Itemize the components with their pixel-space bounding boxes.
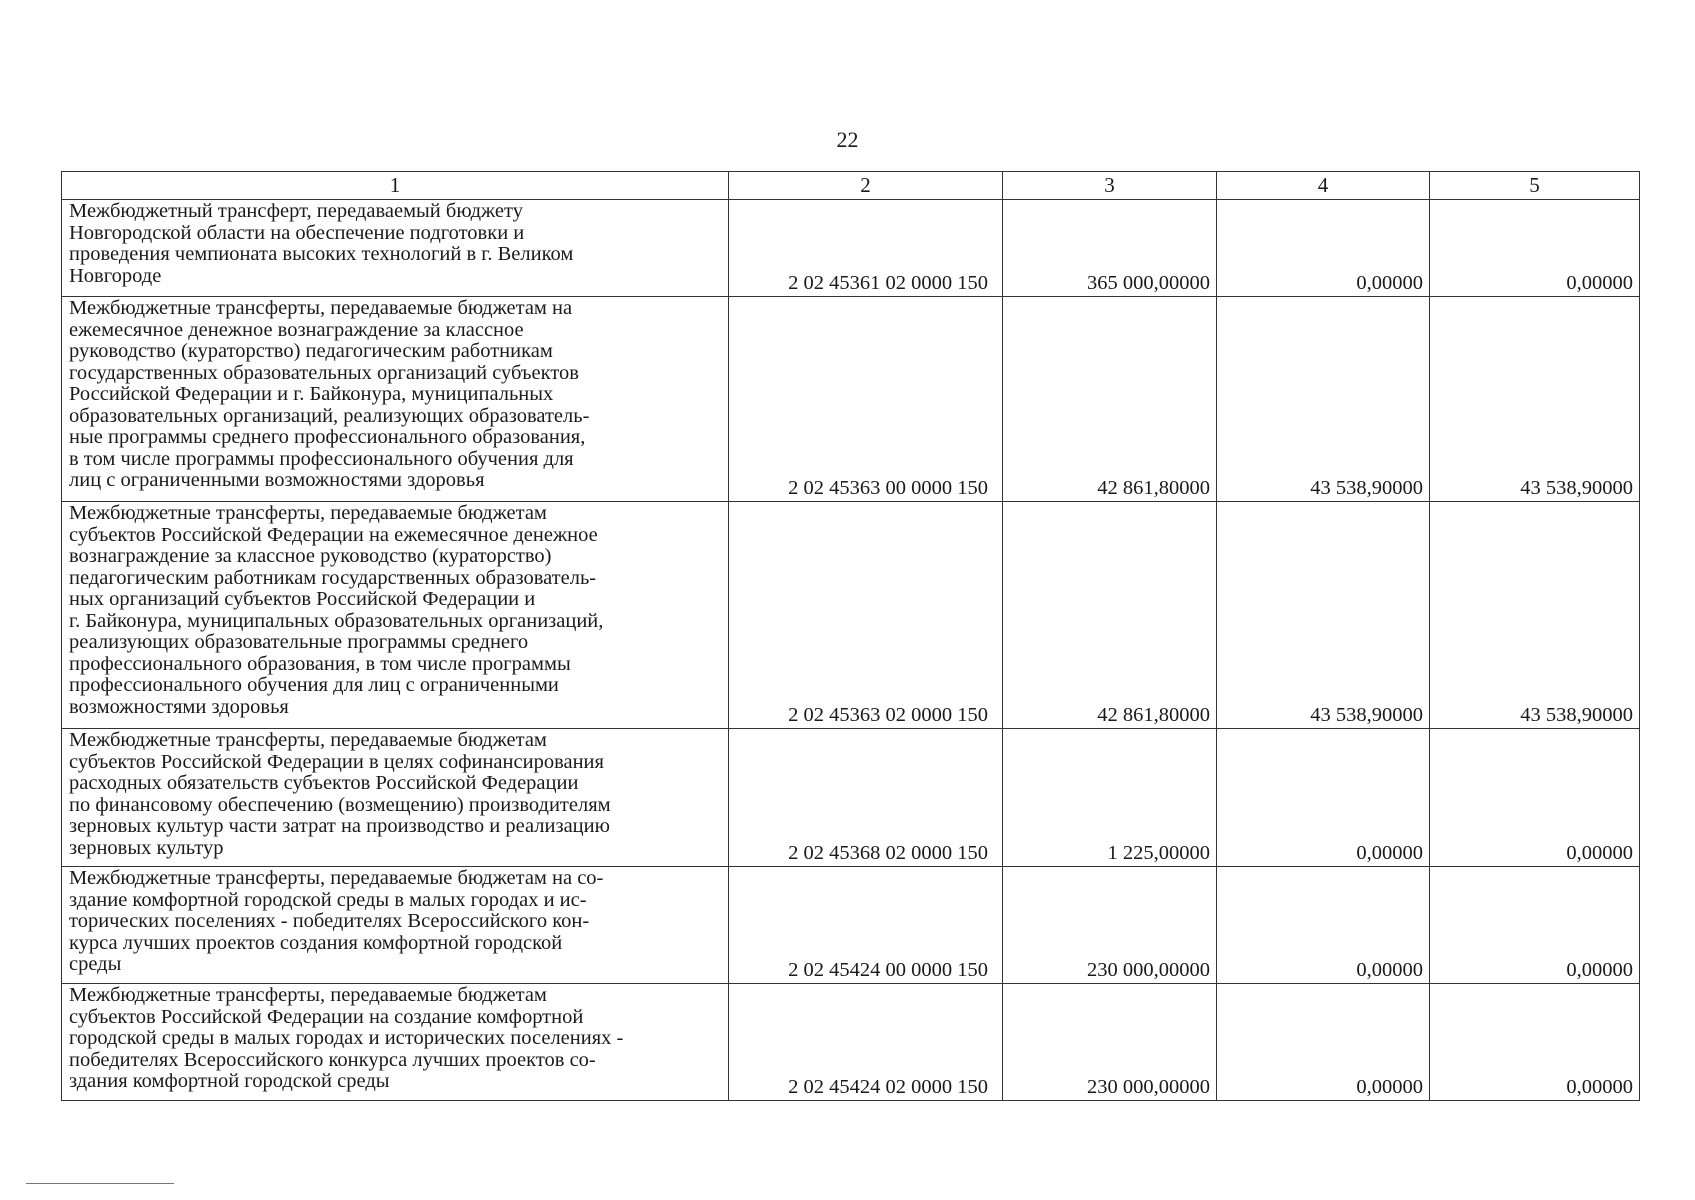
- row-description: Межбюджетный трансферт, передаваемый бюджету Новгородской области на обеспечение подготовки и проведения чемпионата высоких технологий в г. Великом Новгороде: [62, 200, 729, 297]
- table-row: [62, 297, 1640, 502]
- row-amount-col4: 0,00000: [1217, 984, 1430, 1101]
- row-amount-col3: 42 861,80000: [1003, 297, 1217, 502]
- table-row: [62, 867, 1640, 984]
- row-amount-col4: 0,00000: [1217, 200, 1430, 297]
- row-amount-col4: 43 538,90000: [1217, 502, 1430, 729]
- footer-divider: [26, 1183, 174, 1184]
- table-header: [62, 172, 1640, 200]
- row-amount-col5: 43 538,90000: [1430, 297, 1640, 502]
- page-number: 22: [836, 127, 859, 152]
- row-budget-code: 2 02 45368 02 0000 150: [729, 729, 1003, 867]
- row-description: Межбюджетные трансферты, передаваемые бюджетам на со- здание комфортной городской среды в малых городах и ис- торических поселениях - победителях Всероссийского кон- курса лучших проектов создания комфортной городской среды: [62, 867, 729, 984]
- row-amount-col3: 42 861,80000: [1003, 502, 1217, 729]
- table-row: [62, 984, 1640, 1101]
- row-amount-col5: 0,00000: [1430, 867, 1640, 984]
- table-row: [62, 729, 1640, 867]
- row-amount-col3: 365 000,00000: [1003, 200, 1217, 297]
- row-description: Межбюджетные трансферты, передаваемые бюджетам субъектов Российской Федерации на ежемесячное денежное вознаграждение за классное руководство (кураторство) педагогическим работникам государственных образователь- ных организаций субъектов Российской Федерации и г. Байконура, муниципальных образовательных организаций, реализующих образовательные программы среднего профессионального образования, в том числе программы профессионального обучения для лиц с ограниченными возможностями здоровья: [62, 502, 729, 729]
- row-amount-col5: 43 538,90000: [1430, 502, 1640, 729]
- row-amount-col5: 0,00000: [1430, 984, 1640, 1101]
- table-row: [62, 200, 1640, 297]
- header-row: [62, 172, 1640, 200]
- row-amount-col3: 1 225,00000: [1003, 729, 1217, 867]
- row-budget-code: 2 02 45424 02 0000 150: [729, 984, 1003, 1101]
- column-header-3: 3: [1003, 172, 1217, 200]
- column-header-1: 1: [62, 172, 729, 200]
- row-budget-code: 2 02 45363 02 0000 150: [729, 502, 1003, 729]
- row-amount-col4: 43 538,90000: [1217, 297, 1430, 502]
- row-budget-code: 2 02 45424 00 0000 150: [729, 867, 1003, 984]
- row-description: Межбюджетные трансферты, передаваемые бюджетам субъектов Российской Федерации на создание комфортной городской среды в малых городах и исторических поселениях - победителях Всероссийского конкурса лучших проектов со- здания комфортной городской среды: [62, 984, 729, 1101]
- row-amount-col3: 230 000,00000: [1003, 867, 1217, 984]
- table-body: [62, 200, 1640, 1101]
- row-amount-col3: 230 000,00000: [1003, 984, 1217, 1101]
- row-description: Межбюджетные трансферты, передаваемые бюджетам на ежемесячное денежное вознаграждение за классное руководство (кураторство) педагогическим работникам государственных образовательных организаций субъектов Российской Федерации и г. Байконура, муниципальных образовательных организаций, реализующих образователь- ные программы среднего профессионального образования, в том числе программы профессионального обучения для лиц с ограниченными возможностями здоровья: [62, 297, 729, 502]
- row-budget-code: 2 02 45363 00 0000 150: [729, 297, 1003, 502]
- row-description: Межбюджетные трансферты, передаваемые бюджетам субъектов Российской Федерации в целях софинансирования расходных обязательств субъектов Российской Федерации по финансовому обеспечению (возмещению) производителям зерновых культур части затрат на производство и реализацию зерновых культур: [62, 729, 729, 867]
- column-header-5: 5: [1430, 172, 1640, 200]
- row-amount-col4: 0,00000: [1217, 867, 1430, 984]
- budget-table: [61, 171, 1640, 1101]
- row-budget-code: 2 02 45361 02 0000 150: [729, 200, 1003, 297]
- row-amount-col5: 0,00000: [1430, 200, 1640, 297]
- row-amount-col4: 0,00000: [1217, 729, 1430, 867]
- row-amount-col5: 0,00000: [1430, 729, 1640, 867]
- column-header-4: 4: [1217, 172, 1430, 200]
- column-header-2: 2: [729, 172, 1003, 200]
- table-row: [62, 502, 1640, 729]
